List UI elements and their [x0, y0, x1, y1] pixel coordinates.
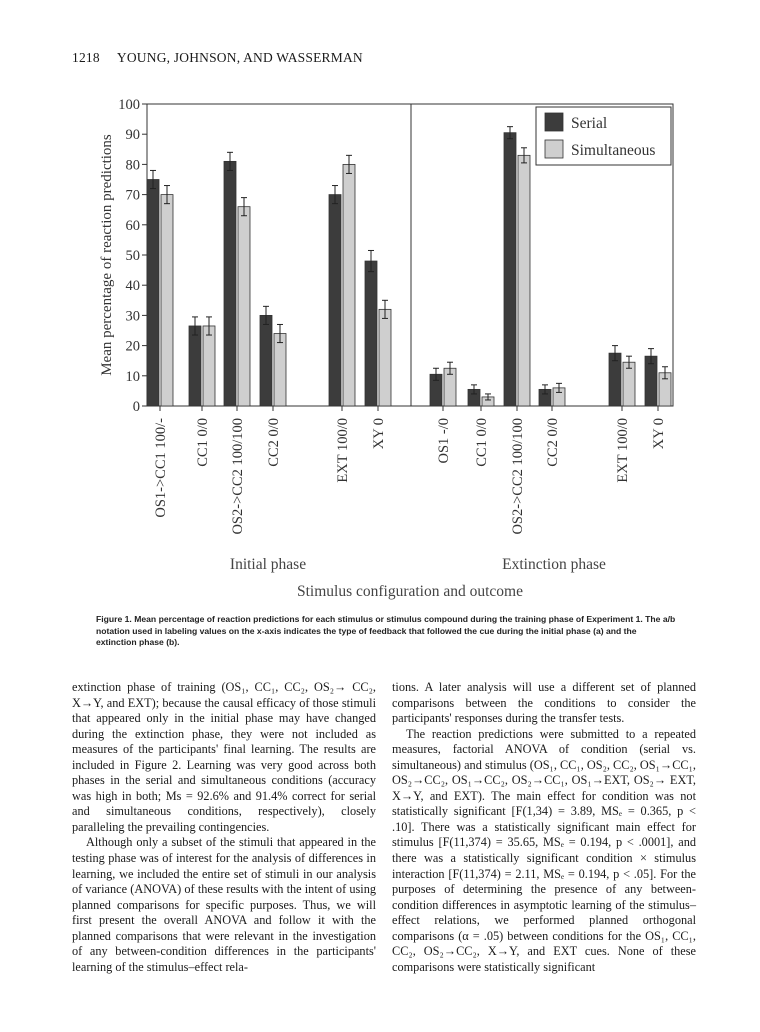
bar-simultaneous	[161, 195, 173, 406]
x-category-label: CC2 0/0	[266, 418, 282, 467]
body-column-right	[392, 680, 696, 975]
bar-serial	[189, 326, 201, 406]
y-tick-label: 60	[125, 217, 140, 234]
bar-serial	[260, 315, 272, 406]
y-tick-label: 10	[125, 368, 140, 385]
y-tick-label: 20	[125, 338, 140, 355]
paragraph: extinction phase of training (OS₁, CC₁, CC₂, OS₂→ CC₂, X→Y, and EXT); because the causal efficacy of those stimuli that appeared only in the initial phase may have changed during the extinction phase, they were not included as measures of the participants' final learning. The results are included in Figure 2. Learning was very good across both phases in the serial and simultaneous conditions (accuracy was high in both; Ms = 92.6% and 91.4% correct for serial and simultaneous conditions, respectively), closely paralleling the prevailing contingencies.	[72, 680, 376, 834]
x-category-label: EXT 100/0	[615, 418, 631, 483]
y-tick-label: 30	[125, 308, 140, 325]
y-tick-label: 70	[125, 187, 140, 204]
bar-serial	[224, 161, 236, 406]
figure-caption	[96, 614, 676, 649]
x-category-label: CC1 0/0	[474, 418, 490, 467]
bar-simultaneous	[238, 207, 250, 406]
paragraph: Although only a subset of the stimuli that appeared in the testing phase was of interest for the analysis of differences in learning, we included the entire set of stimuli in our analysis of variance (ANOVA) of these results with the intent of using planned comparisons for specific purposes. Thus, we will first present the overall ANOVA and follow it with the planned comparisons that were relevant in the investigation of any between-condition differences in the participants' learning of the stimulus–effect rela-	[72, 835, 376, 974]
y-tick-label: 0	[132, 399, 140, 415]
y-tick-label: 90	[125, 127, 140, 144]
bar-serial	[365, 261, 377, 406]
x-category-label: CC2 0/0	[545, 418, 561, 467]
paragraph: tions. A later analysis will use a different set of planned comparisons between the conditions to consider the participants' responses during the transfer tests.	[392, 680, 696, 726]
running-head-authors: YOUNG, JOHNSON, AND WASSERMAN	[116, 50, 363, 65]
bar-serial	[329, 195, 341, 406]
bar-simultaneous	[274, 334, 286, 406]
y-axis-label: Mean percentage of reaction predictions	[99, 134, 115, 376]
legend-label-simultaneous: Simultaneous	[571, 142, 656, 159]
phase-label: Initial phase	[229, 556, 307, 573]
x-axis-label: Stimulus configuration and outcome	[296, 583, 524, 600]
body-column-left	[72, 680, 376, 975]
legend-label-serial: Serial	[571, 115, 608, 132]
figure-caption-text: Mean percentage of reaction predictions for each stimulus or stimulus compound during the training phase of Experiment 1. The a/b notation used in labeling values on the x-axis indicates the type of feedback that followed the cue during the initial phase (a) and the extinction phase (b).	[96, 614, 676, 647]
bar-simultaneous	[379, 309, 391, 406]
x-category-label: OS1 -/0	[436, 418, 452, 464]
bar-simultaneous	[203, 326, 215, 406]
x-category-label: OS2->CC2 100/100	[510, 418, 526, 535]
paragraph: The reaction predictions were submitted to a repeated measures, factorial ANOVA of condition (serial vs. simultaneous) and stimulus (OS₁, CC₁, OS₂, CC₂, OS₁→CC₁, OS₂→CC₂, OS₁→CC₂, OS₂→CC₁, OS₁→EXT, OS₂→ EXT, X→Y, and EXT). The main effect for condition was not statistically significant [F(1,34) = 3.89, MSₑ = 0.365, p < .10]. There was a statistically significant main effect for stimulus [F(11,374) = 35.65, MSₑ = 0.194, p < .0001], and there was a statistically significant condition × stimulus interaction [F(11,374) = 2.11, MSₑ = 0.194, p < .05]. For the purposes of determining the presence of any between-condition differences in asymptotic learning of the stimulus–effect relations, we performed planned orthogonal comparisons (α = .05) between conditions for the OS₁, CC₁, CC₂, OS₂→CC₂, X→Y, and EXT cues. None of these comparisons were statistically significant	[392, 726, 696, 974]
legend-swatch-simultaneous	[545, 140, 563, 158]
x-category-label: OS2->CC2 100/100	[230, 418, 246, 535]
y-tick-label: 100	[118, 97, 140, 113]
y-tick-label: 40	[125, 278, 140, 295]
figure-caption-label: Figure 1.	[96, 614, 132, 624]
bar-serial	[504, 133, 516, 406]
x-category-label: EXT 100/0	[335, 418, 351, 483]
legend-swatch-serial	[545, 113, 563, 131]
phase-label: Extinction phase	[502, 556, 606, 573]
y-tick-label: 50	[125, 248, 140, 264]
bar-serial	[147, 180, 159, 407]
x-category-label: OS1->CC1 100/-	[153, 418, 169, 518]
y-tick-label: 80	[125, 157, 140, 174]
bar-simultaneous	[623, 362, 635, 406]
bar-simultaneous	[343, 164, 355, 406]
x-category-label: CC1 0/0	[195, 418, 211, 467]
page-number: 1218	[72, 50, 100, 65]
x-category-label: XY 0	[371, 418, 387, 450]
bar-simultaneous	[518, 155, 530, 406]
x-category-label: XY 0	[651, 418, 667, 450]
